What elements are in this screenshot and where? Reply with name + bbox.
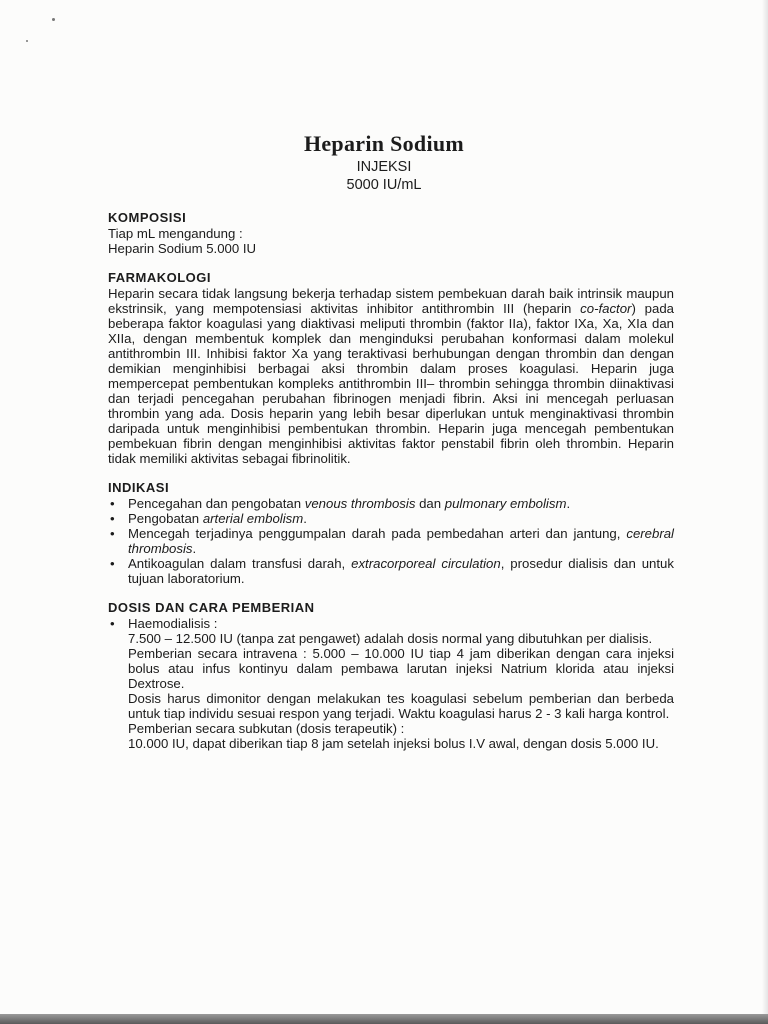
strength: 5000 IU/mL (346, 177, 422, 193)
dosage-form: INJEKSI (356, 159, 412, 175)
scan-speck (52, 18, 55, 21)
scan-speck (26, 40, 28, 42)
list-item: • Pengobatan arterial embolism. (128, 511, 674, 526)
dosage-list (108, 616, 674, 751)
list-item (128, 616, 674, 751)
indication-list (108, 496, 674, 586)
section-heading: DOSIS DAN CARA PEMBERIAN (108, 600, 315, 615)
dosage-paragraph: 7.500 – 12.500 IU (tanpa zat pengawet) adalah dosis normal yang dibutuhkan per dialisis. (128, 631, 653, 646)
dosage-paragraph: 10.000 IU, dapat diberikan tiap 8 jam setelah injeksi bolus I.V awal, dengan dosis 5.000 IU. (128, 736, 659, 751)
section-indikasi (108, 480, 674, 586)
section-dosis (108, 600, 674, 751)
composition-line: Heparin Sodium 5.000 IU (108, 241, 257, 256)
dosage-paragraph: Pemberian secara intravena : 5.000 – 10.000 IU tiap 4 jam diberikan dengan cara injeksi bolus atau infus kontinyu dalam pembawa larutan injeksi Natrium klorida atau injeksi Dextrose. (128, 646, 674, 691)
document-header (0, 130, 768, 194)
composition-line: Tiap mL mengandung : (108, 226, 243, 241)
section-heading: INDIKASI (108, 480, 170, 495)
section-farmakologi (108, 270, 674, 466)
list-item: • Antikoagulan dalam transfusi darah, extracorporeal circulation, prosedur dialisis dan untuk tujuan laboratorium. (128, 556, 674, 586)
list-item: • Pencegahan dan pengobatan venous thrombosis dan pulmonary embolism. (128, 496, 674, 511)
document-title: Heparin Sodium (303, 131, 465, 156)
list-item: • Mencegah terjadinya penggumpalan darah pada pembedahan arteri dan jantung, cerebral thrombosis. (128, 526, 674, 556)
dosage-paragraph: Pemberian secara subkutan (dosis terapeutik) : (128, 721, 405, 736)
scan-bottom-edge (0, 1014, 768, 1024)
section-heading: FARMAKOLOGI (108, 270, 211, 285)
document-body (108, 210, 674, 765)
section-komposisi (108, 210, 674, 256)
dosage-paragraph: Dosis harus dimonitor dengan melakukan tes koagulasi sebelum pemberian dan berbeda untuk tiap individu sesuai respon yang terjadi. Waktu koagulasi harus 2 - 3 kali harga kontrol. (128, 691, 674, 721)
pharmacology-paragraph: Heparin secara tidak langsung bekerja terhadap sistem pembekuan darah baik intrinsik maupun ekstrinsik, yang mempotensiasi aktivitas inhibitor antithrombin III (heparin co-factor) pada beberapa faktor koagulasi yang diaktivasi meliputi thrombin (faktor IIa), faktor IXa, Xa, XIa dan XIIa, dengan membentuk komplek dan menginduksi perubahan konformasi dalam molekul antithrombin III. Inhibisi faktor Xa yang teraktivasi berhubungan dengan thrombin dan dengan demikian menginhibisi berbagai aksi thrombin dalam proses koagulasi. Heparin juga mempercepat pembentukan kompleks antithrombin III– thrombin sehingga thrombin diinaktivasi dan terjadi pencegahan perubahan fibrinogen menjadi fibrin. Aksi ini mencegah perluasan thrombin yang ada. Dosis heparin yang lebih besar diperlukan untuk menginaktivasi thrombin daripada untuk menginhibisi pembentukan thrombin. Heparin juga mencegah pembentukan pembekuan fibrin dengan menginhibisi aktivitas faktor penstabil fibrin oleh thrombin. Heparin tidak memiliki aktivitas sebagai fibrinolitik. (108, 286, 674, 466)
section-heading: KOMPOSISI (108, 210, 187, 225)
dosage-item-title: • Haemodialisis : (128, 616, 218, 631)
